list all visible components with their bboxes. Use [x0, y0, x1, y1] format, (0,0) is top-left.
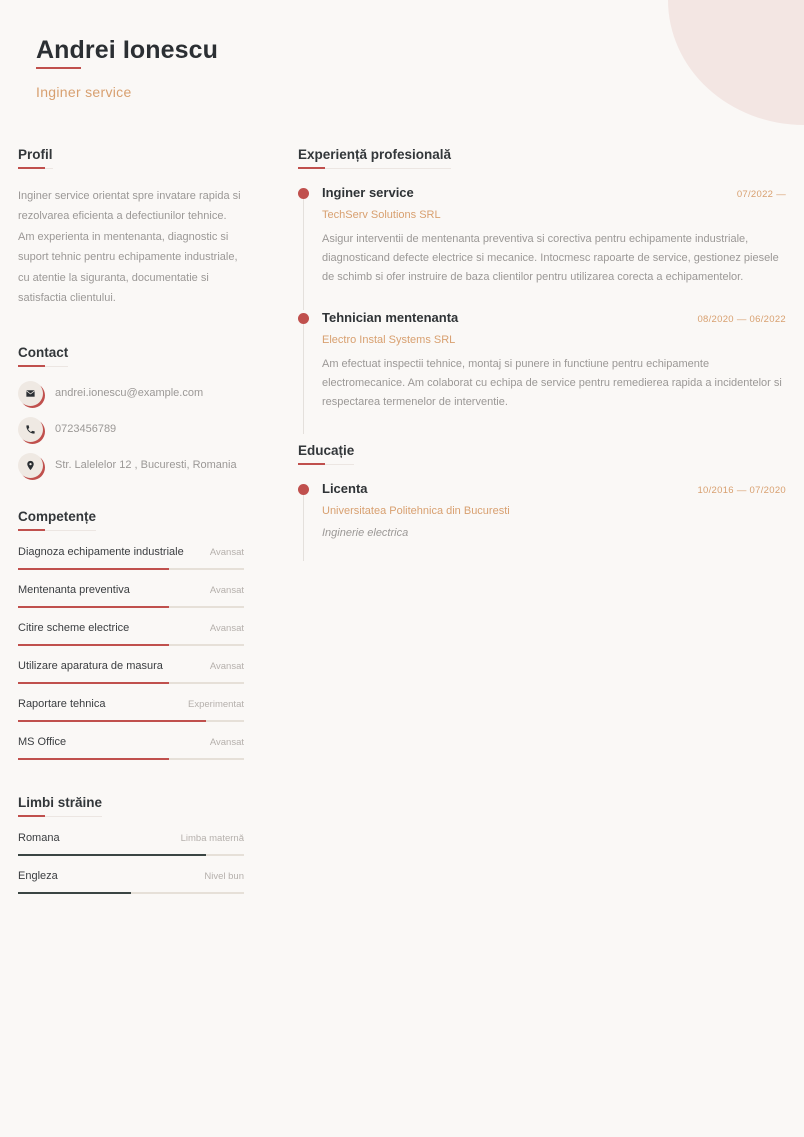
languages-section [18, 794, 244, 894]
skill-bar [18, 758, 244, 760]
skill-name: Raportare tehnica [18, 698, 106, 711]
job-company: Electro Instal Systems SRL [322, 333, 456, 346]
skill-bar [18, 644, 244, 646]
skill-item [18, 660, 244, 684]
skill-level: Avansat [209, 661, 244, 673]
contact-section [18, 344, 244, 478]
skill-bar [18, 682, 244, 684]
contact-phone[interactable]: 0723456789 [55, 423, 117, 436]
contact-email[interactable]: andrei.ionescu@example.com [55, 387, 204, 400]
profile-text: Inginer service orientat spre invatare rapida si rezolvarea eficienta a defectiunilor tehnice. Am experienta in mentenanta, diagnostic si suport tehnic pentru echipamente industriale, cu atentie la siguranta, documentatie si satisfactia clientului. [18, 190, 241, 305]
timeline-dot-icon [298, 188, 309, 199]
profile-section [18, 146, 244, 308]
language-bar [18, 892, 244, 894]
job-description: Asigur interventii de mentenanta preventiva si corectiva pentru echipamente industriale, diagnosticand defecte electrice si mecanice. Intocmesc rapoarte de service, gestionez piesele de schimb si ofer instruire de baza clientilor pentru utilizarea corecta a echipamentelor. [322, 233, 779, 284]
skill-name: Mentenanta preventiva [18, 584, 130, 597]
skill-item [18, 584, 244, 608]
education-date: 10/2016 — 07/2020 [697, 485, 786, 497]
language-bar-fill [18, 892, 131, 894]
section-title-skills: Competențe [18, 509, 96, 531]
skill-bar [18, 568, 244, 570]
language-level: Limba maternă [180, 833, 244, 845]
decorative-corner-shape [668, 0, 804, 125]
education-timeline [298, 481, 786, 561]
skill-bar-fill [18, 758, 169, 760]
section-title-education: Educație [298, 443, 354, 465]
phone-icon [18, 417, 43, 442]
skill-name: Diagnoza echipamente industriale [18, 546, 184, 559]
language-bar-fill [18, 854, 206, 856]
skill-item [18, 622, 244, 646]
education-item [298, 481, 786, 561]
experience-timeline [298, 185, 786, 434]
language-name: Engleza [18, 870, 58, 883]
contact-item-phone [18, 417, 244, 442]
timeline-dot-icon [298, 313, 309, 324]
skill-bar-fill [18, 606, 169, 608]
right-column [298, 146, 786, 561]
job-role: Inginer service [322, 185, 414, 200]
mail-icon [18, 381, 43, 406]
candidate-title: Inginer service [36, 84, 132, 100]
education-section [298, 442, 786, 561]
resume-header [36, 34, 218, 100]
section-title-contact: Contact [18, 345, 68, 367]
contact-item-email [18, 381, 244, 406]
language-bar [18, 854, 244, 856]
skill-item [18, 698, 244, 722]
skill-bar-fill [18, 568, 169, 570]
skill-bar [18, 606, 244, 608]
skill-bar-fill [18, 682, 169, 684]
section-title-profile: Profil [18, 147, 53, 169]
contact-list [18, 381, 244, 478]
candidate-name: Andrei Ionescu [36, 36, 218, 64]
education-field: Inginerie electrica [322, 527, 409, 540]
education-institution: Universitatea Politehnica din Bucuresti [322, 505, 510, 518]
experience-item [298, 185, 786, 310]
experience-item [298, 310, 786, 435]
skill-level: Avansat [209, 547, 244, 559]
skill-level: Avansat [209, 623, 244, 635]
job-description: Am efectuat inspectii tehnice, montaj si punere in functiune pentru echipamente electromecanice. Am colaborat cu echipa de service pentru remedierea rapida a incidentelor si respectarea termenelor de interventie. [322, 357, 782, 409]
skills-section [18, 508, 244, 760]
contact-address: Str. Lalelelor 12 , Bucuresti, Romania [55, 459, 237, 472]
education-degree: Licenta [322, 481, 368, 497]
section-title-languages: Limbi străine [18, 795, 102, 817]
skill-level: Experimentat [188, 699, 244, 711]
skill-bar-fill [18, 720, 206, 722]
skill-bar [18, 720, 244, 722]
location-pin-icon [18, 453, 43, 478]
skill-level: Avansat [209, 737, 244, 749]
language-name: Romana [18, 832, 60, 845]
experience-section [298, 146, 786, 434]
skill-item [18, 736, 244, 760]
language-item [18, 870, 244, 894]
job-date: 07/2022 — [736, 189, 786, 200]
skill-name: Utilizare aparatura de masura [18, 660, 163, 673]
skill-name: MS Office [18, 736, 67, 749]
section-title-experience: Experiență profesională [298, 147, 451, 169]
skill-level: Avansat [209, 585, 244, 597]
contact-item-address [18, 453, 244, 478]
skill-item [18, 546, 244, 570]
left-column [18, 146, 244, 894]
job-role: Tehnician mentenanta [322, 309, 459, 325]
language-item [18, 832, 244, 856]
job-company: TechServ Solutions SRL [322, 209, 441, 221]
skill-name: Citire scheme electrice [18, 622, 130, 635]
skill-bar-fill [18, 644, 169, 646]
language-level: Nivel bun [204, 871, 244, 883]
timeline-dot-icon [298, 484, 309, 495]
job-date: 08/2020 — 06/2022 [697, 313, 786, 325]
